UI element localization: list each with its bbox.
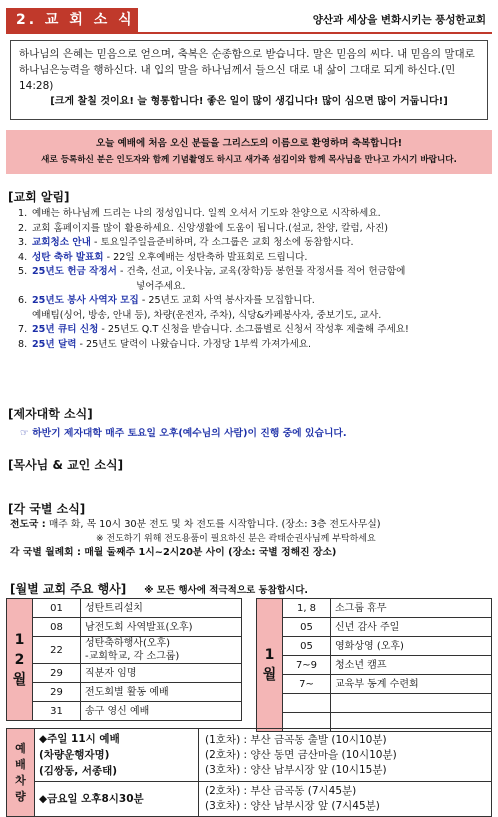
notice-body [32,222,388,237]
notice-item [18,280,488,295]
schedule-row [257,675,492,694]
event-date: 05 [283,618,331,637]
friday-route-2: (3호차) : 양산 남부시장 앞 (7시45분) [205,800,380,812]
event-name: 성탄트리설치 [81,599,242,618]
welcome-banner [6,130,492,174]
sunday-title: ◆주일 11시 예배 [39,733,120,745]
monthly-meeting-text: 매월 둘째주 1시~2시20분 사이 (장소: 국별 정해진 장소) [80,547,337,558]
event-date: 29 [33,683,81,702]
evangelism-label: 전도국 : [10,519,46,530]
event-date: 01 [33,599,81,618]
month-label [257,599,283,732]
event-date: 7~ [283,675,331,694]
notice-highlight: 25년도 봉사 사역자 모집 [32,295,139,306]
event-name: 영화상영 (오후) [331,637,492,656]
notice-number: 4. [18,251,28,263]
notice-text: - 건축, 선교, 이웃나눔, 교육(장학)등 봉헌물 작정서를 적어 헌금함에 [116,266,406,277]
sunday-routes [199,729,492,782]
event-name: 직분자 임명 [81,664,242,683]
notice-number: 1. [18,208,28,219]
notice-text: 예배는 하나님께 드리는 나의 정성입니다. 일찍 오셔서 기도와 찬양으로 시작하세요. [32,208,381,219]
notice-text: 넣어주세요. [136,280,186,292]
monthly-events-note: ※ 모든 행사에 적극적으로 동참합시다. [144,585,308,596]
notice-item [18,309,488,324]
seminary-title: [제자대학 소식] [8,407,93,421]
notice-text: - 22일 오후예배는 성탄축하 발표회로 드립니다. [103,251,308,263]
notice-body [32,251,307,266]
event-date: 31 [33,702,81,721]
friday-routes [199,782,492,817]
notice-item [18,338,488,353]
notice-number: 2. [18,222,28,234]
notice-highlight: 25년 큐티 신청 [32,324,99,335]
notice-item [18,222,488,237]
notice-text: 교회 홈페이지를 많이 활용하세요. 신앙생활에 도움이 됩니다.(설교, 찬양, 칼럼, 사진) [32,222,389,234]
month-label-text: 1월 [262,647,277,683]
notice-item [18,236,488,251]
pastor-news-title: [목사님 & 교인 소식] [8,458,124,472]
notice-item [18,323,488,338]
sunday-route-3: (3호차) : 양산 남부시장 앞 (10시15분) [205,763,387,776]
notice-number: 5. [18,266,28,277]
notice-item [18,251,488,266]
notice-text: - 25년도 교회 사역 봉사자를 모집합니다. [138,295,315,306]
sunday-drivers-label: (차량운행자명) [39,749,110,761]
schedule-row [7,683,242,702]
january-schedule [256,598,492,732]
welcome-line-2: 새로 등록하신 분은 인도자와 함께 기념촬영도 하시고 새가족 섬김이와 함께 목사님을 만나고 가시기 바랍니다. [41,155,457,165]
schedule-row [7,618,242,637]
schedule-row [257,656,492,675]
event-name: 교육부 동계 수련회 [331,675,492,694]
event-date: 29 [33,664,81,683]
december-schedule [6,598,242,721]
event-date: 08 [33,618,81,637]
notice-highlight: 성탄 축하 발표회 [32,251,104,263]
evangelism-note: ※ 전도하기 위해 전도용품이 필요하신 분은 곽태순권사님께 부탁하세요 [96,534,376,544]
seminary-text: ☞ 하반기 제자대학 매주 토요일 오후(예수님의 사람)이 진행 중에 있습니다. [20,428,347,439]
event-date: 22 [33,637,81,664]
notice-highlight: 25년 달력 [32,338,77,350]
event-date: 7~9 [283,656,331,675]
schedule-row [257,599,492,618]
evangelism-text: 매주 화, 목 10시 30분 전도 및 차 전도를 시작합니다. (장소: 3층 전도사무실) [45,519,381,530]
bus-label [7,729,35,817]
notice-text: - 25년도 달력이 나왔습니다. 가정당 1부씩 가져가세요. [76,338,312,350]
local-news-title: [각 국별 소식] [8,502,86,516]
notice-number: 7. [18,324,28,335]
notice-text: - 토요일주일을준비하며, 각 소그룹은 교회 청소에 동참합시다. [90,237,354,248]
notice-number: 8. [18,338,28,350]
schedule-row [7,599,242,618]
monthly-events-title [10,580,308,597]
month-label-text: 12월 [12,631,27,688]
church-slogan: 양산과 세상을 변화시키는 풍성한교회 [312,14,486,26]
verse-text: 하나님의 은혜는 믿음으로 얻으며, 축복은 순종함으로 받습니다. 말은 믿음의 씨다. 내 믿음의 말대로 하나님은능력을 행하신다. 내 입의 말을 하나님께서 들으신 대로 내 삶이 그대로 되게 하신다.(민 14:28) [19,48,475,92]
event-name: 남전도회 사역발표(오후) [81,618,242,637]
event-name: 청소년 캠프 [331,656,492,675]
sunday-route-2: (2호차) : 양산 동면 금산마을 (10시10분) [205,748,397,761]
schedule-row [7,664,242,683]
schedule-row [7,637,242,664]
notices-list [18,207,488,352]
bus-label-text: 예배차량 [15,741,26,803]
event-name: 성탄축하행사(오후) -교회학교, 각 소그룹) [81,637,242,664]
notice-body [32,207,381,222]
welcome-line-1: 오늘 예배에 처음 오신 분들을 그리스도의 이름으로 환영하며 축복합니다! [95,138,403,149]
section-header [6,6,492,34]
notice-body [32,236,354,251]
verse-box [10,40,488,120]
bus-schedule [6,728,492,817]
notice-item [18,265,488,280]
event-name [331,694,492,713]
friday-service: ◆금요일 오후8시30분 [35,782,199,817]
notice-text: - 25년도 Q.T 신청을 받습니다. 소그룹별로 신청서 작성후 제출해 주세요! [98,324,409,335]
notice-item [18,207,488,222]
monthly-events-heading: [월별 교회 주요 행사] [10,582,127,596]
month-label [7,599,33,721]
notice-body [32,294,315,309]
schedule-row [257,618,492,637]
notice-number: 3. [18,237,28,248]
sunday-service [35,729,199,782]
event-date [283,694,331,713]
verse-emphasis: [크게 찰칠 것이요! 늘 형통합니다! 좋은 일이 많이 생깁니다! 많이 심으면 많이 거둡니다!] [50,96,448,107]
monthly-meeting-label: 각 국별 월례회 : [10,547,81,558]
notice-item [18,294,488,309]
notice-highlight: 25년도 헌금 작정서 [32,266,117,277]
event-name: 전도회별 활동 예배 [81,683,242,702]
schedule-row [7,702,242,721]
event-name: 송구 영신 예배 [81,702,242,721]
notice-body [32,323,409,338]
event-date: 1, 8 [283,599,331,618]
event-date: 05 [283,637,331,656]
section-title: 2. 교 회 소 식 [6,8,138,32]
notice-text: 예배팀(싱어, 방송, 안내 등), 차량(운전자, 주차), 식당&카페봉사자, 중보기도, 교사. [32,309,382,321]
notice-highlight: 교회청소 안내 [32,237,91,248]
notice-body [32,309,381,324]
notice-body [32,265,405,280]
sunday-route-1: (1호차) : 부산 금곡동 출발 (10시10분) [205,733,387,746]
event-name: 신년 감사 주일 [331,618,492,637]
notices-title: [교회 알림] [8,190,70,204]
notice-body [136,280,185,295]
notice-body [32,338,311,353]
friday-route-1: (2호차) : 부산 금곡동 (7시45분) [205,785,357,797]
local-news [10,518,490,560]
event-name: 소그룹 휴무 [331,599,492,618]
notice-number: 6. [18,295,28,306]
schedule-row [257,694,492,713]
sunday-drivers: (김쌍동, 서종태) [39,765,118,777]
schedule-row [257,637,492,656]
